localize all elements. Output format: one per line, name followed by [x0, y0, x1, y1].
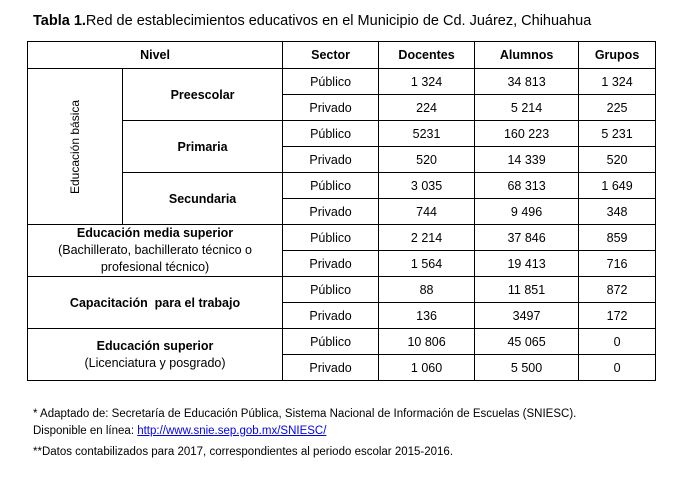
- cell-alumnos: 19 413: [475, 251, 579, 277]
- cell-grupos: 0: [579, 355, 656, 381]
- data-note: **Datos contabilizados para 2017, correspondientes al periodo escolar 2015-2016.: [33, 446, 454, 458]
- cell-sector: Privado: [283, 355, 379, 381]
- cell-sector: Público: [283, 69, 379, 95]
- cell-sector: Público: [283, 121, 379, 147]
- cell-grupos: 859: [579, 225, 656, 251]
- source-link[interactable]: http://www.snie.sep.gob.mx/SNIESC/: [137, 425, 327, 437]
- cell-docentes: 1 564: [379, 251, 475, 277]
- header-sector: Sector: [283, 42, 379, 69]
- cell-sector: Público: [283, 173, 379, 199]
- cell-grupos: 872: [579, 277, 656, 303]
- header-row: [28, 42, 656, 69]
- cell-alumnos: 14 339: [475, 147, 579, 173]
- cell-grupos: 716: [579, 251, 656, 277]
- cell-alumnos: 3497: [475, 303, 579, 329]
- cell-sector: Privado: [283, 303, 379, 329]
- cell-alumnos: 68 313: [475, 173, 579, 199]
- header-nivel: Nivel: [28, 42, 283, 69]
- level-media-superior-title: Educación media superior: [76, 226, 234, 240]
- table-caption-label: Tabla 1.: [33, 13, 86, 29]
- table-caption: [33, 13, 591, 29]
- cell-docentes: 744: [379, 199, 475, 225]
- level-media-superior: [28, 225, 283, 277]
- cell-sector: Público: [283, 277, 379, 303]
- basic-education-group: [28, 69, 123, 225]
- cell-sector: Privado: [283, 147, 379, 173]
- cell-alumnos: 5 500: [475, 355, 579, 381]
- cell-grupos: 172: [579, 303, 656, 329]
- cell-docentes: 1 324: [379, 69, 475, 95]
- cell-sector: Privado: [283, 251, 379, 277]
- basic-education-label: Educación básica: [68, 99, 83, 194]
- cell-grupos: 520: [579, 147, 656, 173]
- cell-grupos: 1 649: [579, 173, 656, 199]
- cell-grupos: 225: [579, 95, 656, 121]
- cell-alumnos: 9 496: [475, 199, 579, 225]
- table-row: [28, 277, 656, 303]
- level-superior-title: Educación superior: [96, 338, 214, 353]
- header-alumnos: Alumnos: [475, 42, 579, 69]
- level-superior: [28, 329, 283, 381]
- table-row: [28, 69, 656, 95]
- cell-grupos: 5 231: [579, 121, 656, 147]
- table-row: [28, 225, 656, 251]
- cell-alumnos: 5 214: [475, 95, 579, 121]
- cell-docentes: 520: [379, 147, 475, 173]
- cell-alumnos: 160 223: [475, 121, 579, 147]
- cell-docentes: 88: [379, 277, 475, 303]
- education-table: [27, 41, 656, 381]
- level-media-superior-note: (Bachillerato, bachillerato técnico o profesional técnico): [58, 243, 252, 274]
- cell-docentes: 3 035: [379, 173, 475, 199]
- table-row: [28, 329, 656, 355]
- level-superior-note: (Licenciatura y posgrado): [84, 355, 226, 370]
- cell-docentes: 1 060: [379, 355, 475, 381]
- level-capacitacion: Capacitación para el trabajo: [28, 277, 283, 329]
- cell-sector: Público: [283, 225, 379, 251]
- source-note: [33, 406, 633, 440]
- source-note-text: * Adaptado de: Secretaría de Educación Pública, Sistema Nacional de Información de Escuelas (SNIESC). Disponible en línea:: [33, 408, 577, 437]
- cell-grupos: 348: [579, 199, 656, 225]
- header-docentes: Docentes: [379, 42, 475, 69]
- cell-sector: Privado: [283, 199, 379, 225]
- cell-docentes: 10 806: [379, 329, 475, 355]
- cell-sector: Privado: [283, 95, 379, 121]
- level-preescolar: Preescolar: [123, 69, 283, 121]
- cell-docentes: 136: [379, 303, 475, 329]
- cell-sector: Público: [283, 329, 379, 355]
- cell-alumnos: 37 846: [475, 225, 579, 251]
- cell-docentes: 5231: [379, 121, 475, 147]
- table-caption-title: Red de establecimientos educativos en el Municipio de Cd. Juárez, Chihuahua: [85, 13, 592, 29]
- level-secundaria: Secundaria: [123, 173, 283, 225]
- cell-alumnos: 11 851: [475, 277, 579, 303]
- cell-grupos: 1 324: [579, 69, 656, 95]
- cell-alumnos: 45 065: [475, 329, 579, 355]
- level-primaria: Primaria: [123, 121, 283, 173]
- header-grupos: Grupos: [579, 42, 656, 69]
- cell-docentes: 224: [379, 95, 475, 121]
- cell-alumnos: 34 813: [475, 69, 579, 95]
- cell-grupos: 0: [579, 329, 656, 355]
- cell-docentes: 2 214: [379, 225, 475, 251]
- table-row: [28, 173, 656, 199]
